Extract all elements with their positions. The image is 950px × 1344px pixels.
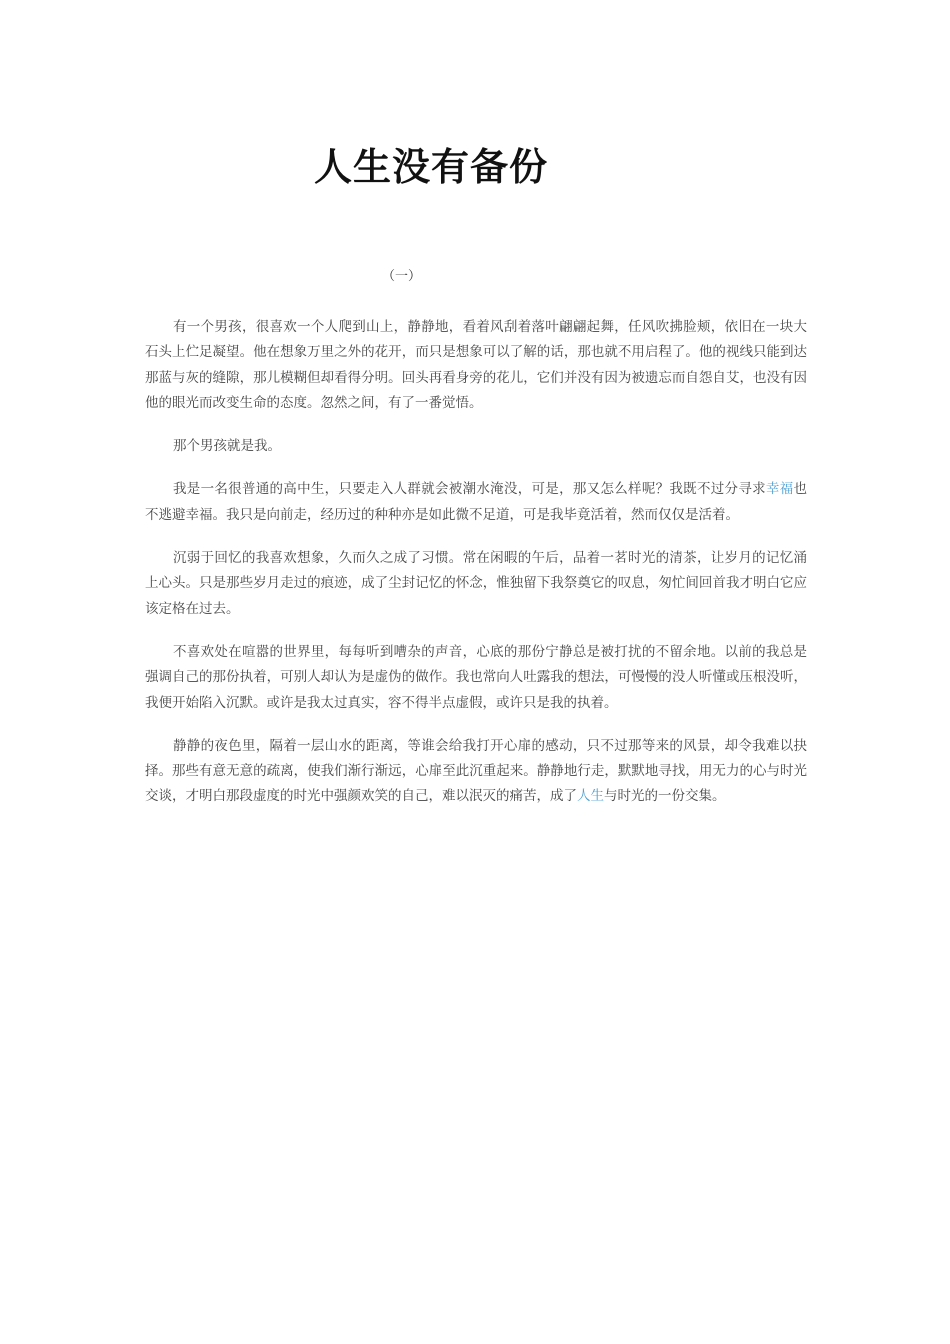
paragraph-5: 不喜欢处在喧嚣的世界里，每每听到嘈杂的声音，心底的那份宁静总是被打扰的不留余地。以前的我总是强调自己的那份执着，可别人却认为是虚伪的做作。我也常向人吐露我的想法，可慢慢的没人听懂或压根没听，我便开始陷入沉默。或许是我太过真实，容不得半点虚假，或许只是我的执着。: [145, 643, 807, 711]
paragraph-2: 那个男孩就是我。: [173, 438, 281, 455]
paragraph-1: 有一个男孩，很喜欢一个人爬到山上，静静地，看着风刮着落叶翩翩起舞，任风吹拂脸颊，依旧在一块大石头上伫足凝望。他在想象万里之外的花开，而只是想象可以了解的话，那也就不用启程了。他的视线只能到达那蓝与灰的缝隙，那儿模糊但却看得分明。回头再看身旁的花儿，它们并没有因为被遗忘而自怨自艾，也没有因他的眼光而改变生命的态度。忽然之间，有了一番觉悟。: [145, 319, 807, 411]
link-life[interactable]: 人生: [577, 788, 604, 805]
link-happiness[interactable]: 幸福: [765, 481, 794, 498]
paragraph-3-text-after: 也不逃避幸福。我只是向前走，经历过的种种亦是如此微不足道，可是我毕竟活着，然而仅仅是活着。: [145, 481, 807, 523]
paragraph-6: [145, 734, 807, 810]
paragraph-3: [145, 477, 807, 528]
section-number: （一）: [382, 269, 422, 284]
document-body: [145, 315, 807, 828]
document-title: 人生没有备份: [314, 145, 549, 189]
paragraph-6-text-after: 与时光的一份交集。: [604, 788, 726, 805]
paragraph-4: 沉弱于回忆的我喜欢想象，久而久之成了习惯。常在闲暇的午后，品着一茗时光的清茶，让岁月的记忆涌上心头。只是那些岁月走过的痕迹，成了尘封记忆的怀念，惟独留下我祭奠它的叹息，匆忙间回首我才明白它应该定格在过去。: [145, 550, 807, 617]
paragraph-6-text-before: 静静的夜色里，隔着一层山水的距离，等谁会给我打开心扉的感动，只不过那等来的风景，却令我难以抉择。那些有意无意的疏离，使我们渐行渐远，心扉至此沉重起来。静静地行走，默默地寻找，用无力的心与时光交谈，才明白那段虚度的时光中强颜欢笑的自己，难以泯灭的痛苦，成了: [145, 737, 807, 805]
paragraph-3-text-before: 我是一名很普通的高中生，只要走入人群就会被潮水淹没，可是，那又怎么样呢？我既不过分寻求: [173, 481, 766, 498]
